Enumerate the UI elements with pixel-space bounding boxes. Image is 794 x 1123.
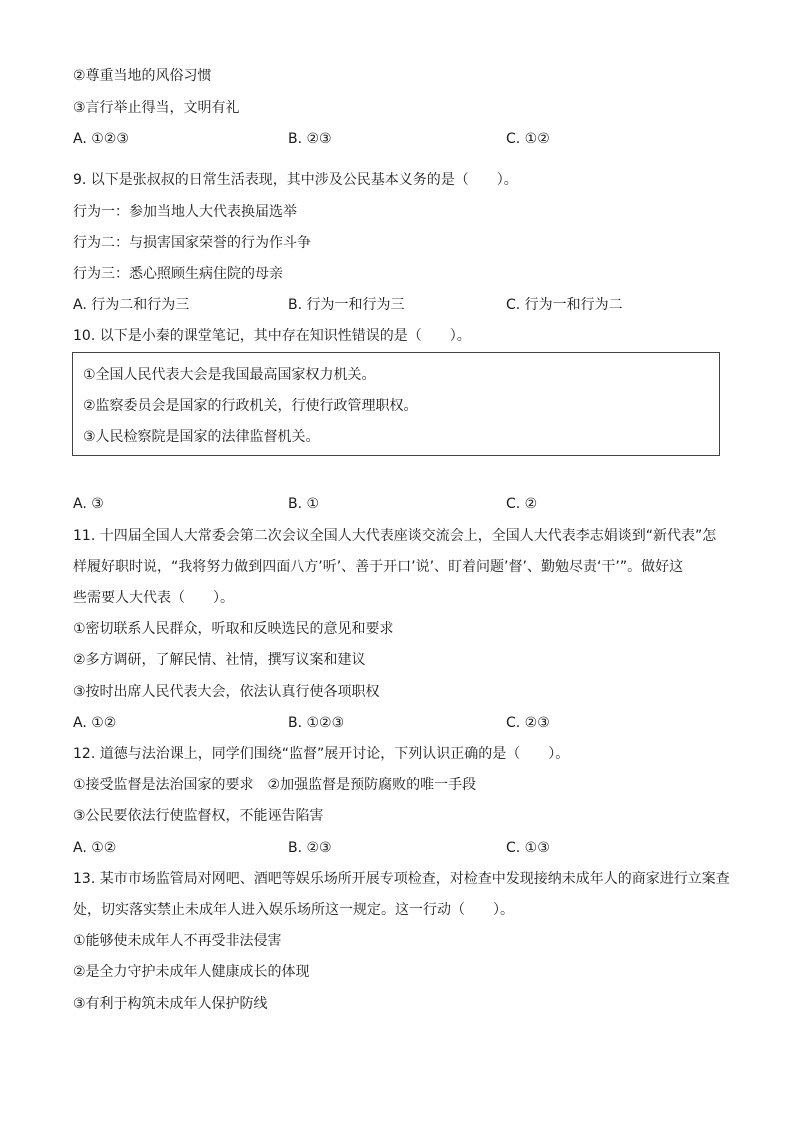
q9-option-b: B. 行为一和行为三 [288,297,405,313]
q12-option-c: C. ①③ [506,840,550,856]
q8-option-c: C. ①② [506,131,550,147]
q11-option-b: B. ①②③ [288,715,345,731]
q12-statement-3: ③公民要依法行使监督权，不能诬告陷害 [73,808,324,824]
q9-option-a: A. 行为二和行为三 [73,297,190,313]
q10-stem: 10. 以下是小秦的课堂笔记，其中存在知识性错误的是（ ）。 [73,328,471,344]
q11-option-c: C. ②③ [506,715,550,731]
q8-option-b: B. ②③ [288,131,332,147]
note-line-1: ①全国人民代表大会是我国最高国家权力机关。 [83,367,376,383]
q11-stem-line-2: 样履好职时说，“我将努力做到四面八方’听’、善于开口’说’、盯着问题’督’、勤勉尽责‘干’”。做好这 [73,559,684,575]
q9-behavior-1: 行为一：参加当地人大代表换届选举 [73,204,297,220]
q10-option-b: B. ① [288,496,320,512]
statement-3: ③言行举止得当，文明有礼 [73,100,240,116]
note-line-3: ③人民检察院是国家的法律监督机关。 [83,429,320,445]
statement-2: ②尊重当地的风俗习惯 [73,68,212,84]
q12-stem: 12. 道德与法治课上，同学们围绕“监督”展开讨论，下列认识正确的是（ ）。 [73,746,570,762]
q13-stem-line-1: 13. 某市市场监管局对网吧、酒吧等娱乐场所开展专项检查，对检查中发现接纳未成年人的商家进行立案查 [73,871,730,887]
note-line-2: ②监察委员会是国家的行政机关，行使行政管理职权。 [83,398,418,414]
q11-statement-1: ①密切联系人民群众，听取和反映选民的意见和要求 [73,621,394,637]
q9-option-c: C. 行为一和行为二 [506,297,623,313]
q13-statement-1: ①能够使未成年人不再受非法侵害 [73,933,282,949]
q10-note-box [72,352,720,456]
q9-behavior-2: 行为二：与损害国家荣誉的行为作斗争 [73,235,311,251]
q12-statements-1-2: ①接受监督是法治国家的要求 ②加强监督是预防腐败的唯一手段 [73,777,477,793]
q13-stem-line-2: 处，切实落实禁止未成年人进入娱乐场所这一规定。这一行动（ ）。 [73,902,514,918]
q9-stem: 9. 以下是张叔叔的日常生活表现，其中涉及公民基本义务的是（ ）。 [73,172,518,188]
q11-stem-line-3: 些需要人大代表（ ）。 [73,590,234,606]
q10-option-c: C. ② [506,496,538,512]
q12-option-a: A. ①② [73,840,117,856]
q8-option-a: A. ①②③ [73,131,129,147]
q11-statement-3: ③按时出席人民代表大会，依法认真行使各项职权 [73,684,380,700]
q10-option-a: A. ③ [73,496,104,512]
q9-behavior-3: 行为三：悉心照顾生病住院的母亲 [73,266,283,282]
q11-stem-line-1: 11. 十四届全国人大常委会第二次会议全国人大代表座谈交流会上，全国人大代表李志娟谈到“新代表”怎 [73,528,717,544]
q11-statement-2: ②多方调研，了解民情、社情，撰写议案和建议 [73,652,366,668]
q13-statement-2: ②是全力守护未成年人健康成长的体现 [73,964,310,980]
q11-option-a: A. ①② [73,715,117,731]
q13-statement-3: ③有利于构筑未成年人保护防线 [73,996,268,1012]
q12-option-b: B. ②③ [288,840,332,856]
